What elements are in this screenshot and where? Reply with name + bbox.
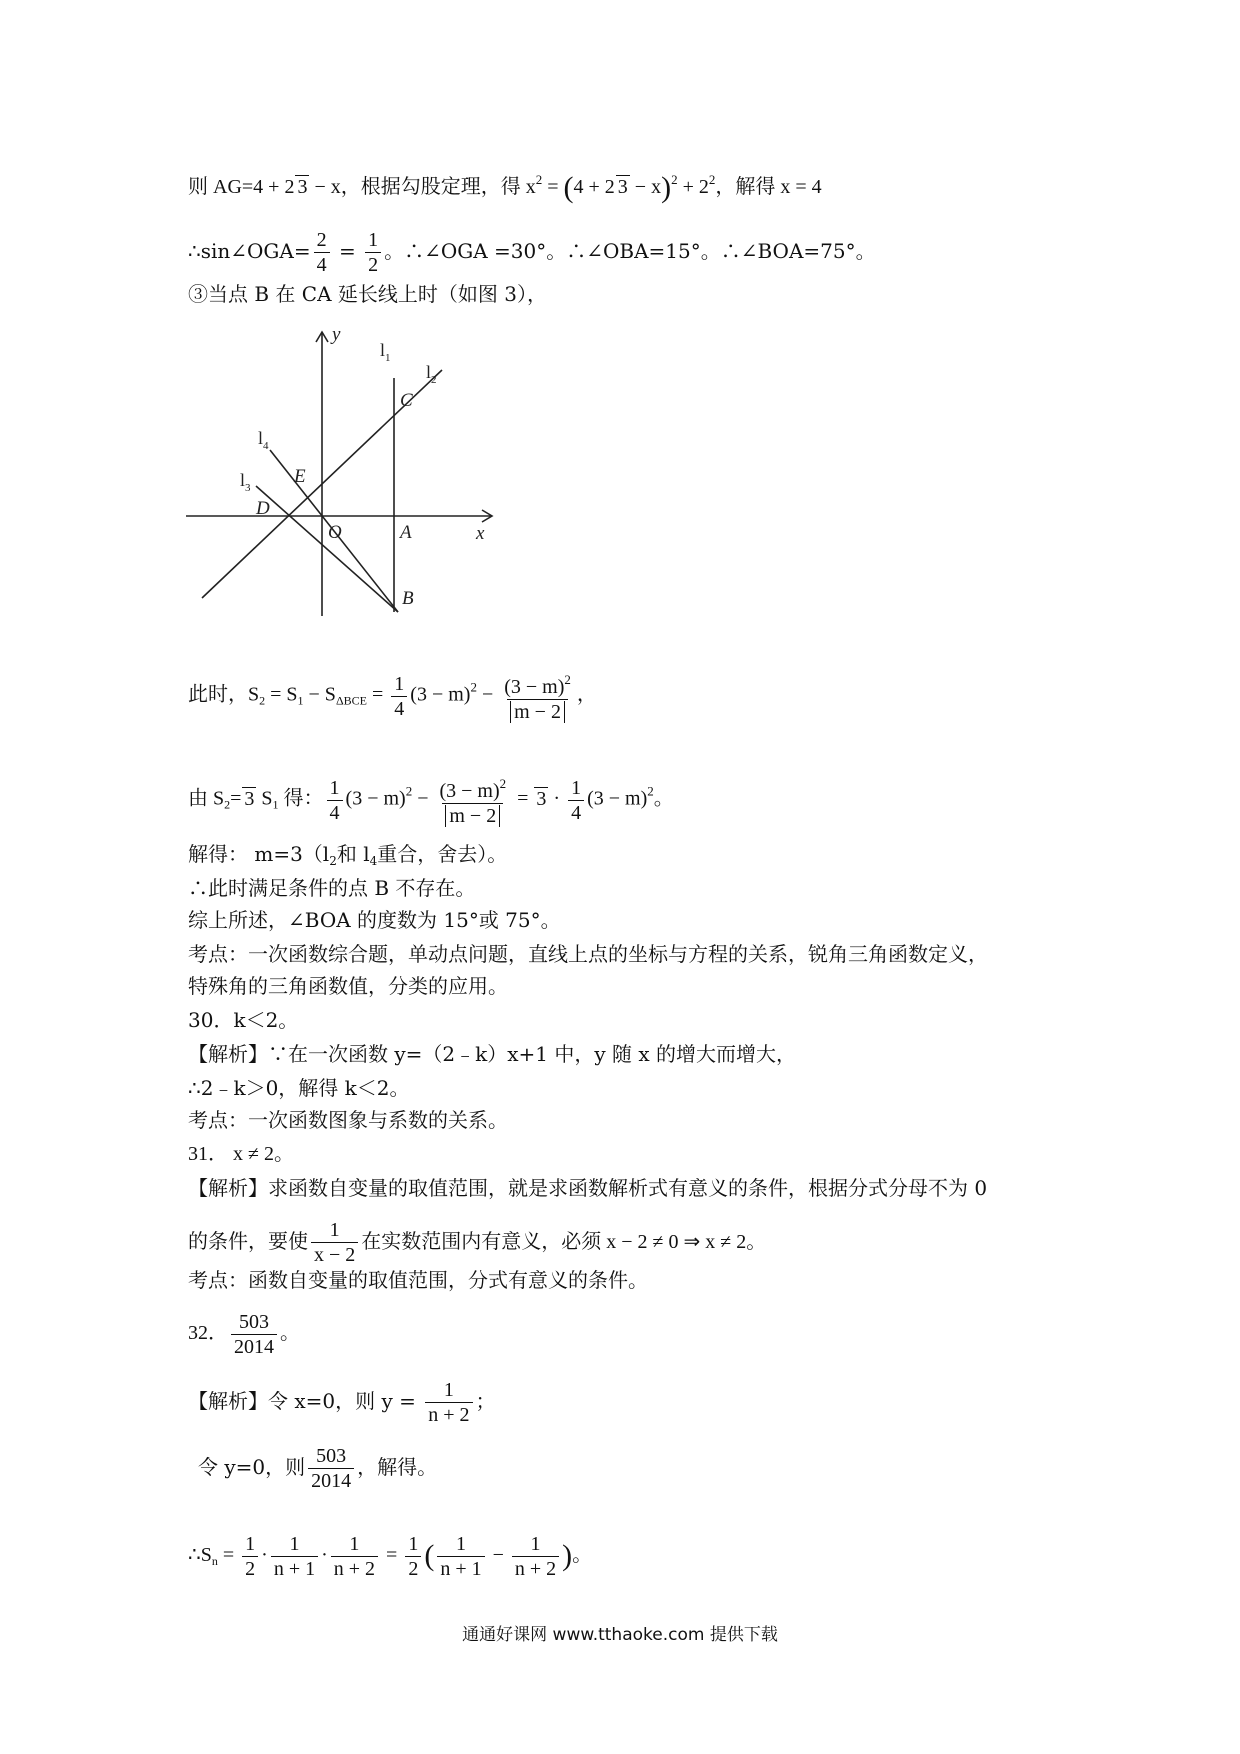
exponent: 2 bbox=[470, 679, 477, 695]
text: − bbox=[487, 1544, 509, 1567]
exponent: 2 bbox=[405, 783, 413, 799]
text: = bbox=[367, 683, 389, 706]
line-l2-label: $l_2$ bbox=[426, 362, 437, 386]
denominator: 4 bbox=[327, 800, 343, 825]
q30-analysis: 【解析】∵在一次函数 y=（2﹣k）x+1 中，y 随 x 的增大而增大， bbox=[188, 1042, 797, 1066]
text: (3 − m) bbox=[410, 683, 471, 706]
denominator: 2 bbox=[365, 252, 381, 277]
q31-answer: 31． x ≠ 2。 bbox=[188, 1143, 294, 1165]
point-o-label: O bbox=[328, 522, 342, 543]
page-footer: 通通好课网 www.tthaoke.com 提供下载 bbox=[462, 1625, 778, 1645]
text: (3 − m) bbox=[587, 787, 648, 810]
x-axis-label: x bbox=[476, 523, 485, 544]
point-d-label: D bbox=[256, 498, 270, 519]
sqrt: 3 bbox=[536, 787, 547, 810]
fraction bbox=[308, 1444, 354, 1493]
denominator: x − 2 bbox=[311, 1242, 358, 1267]
exponent: 2 bbox=[708, 172, 716, 187]
numerator: 503 bbox=[316, 1445, 347, 1467]
fraction bbox=[242, 1532, 258, 1581]
exponent: 2 bbox=[647, 783, 654, 799]
denominator: n + 1 bbox=[271, 1556, 318, 1581]
fraction bbox=[436, 772, 509, 828]
denominator: n + 2 bbox=[512, 1556, 559, 1581]
subscript: 1 bbox=[272, 797, 279, 812]
text: = bbox=[542, 176, 564, 198]
numerator: 1 bbox=[571, 776, 582, 799]
exponent: 2 bbox=[535, 172, 543, 187]
denominator: 2014 bbox=[231, 1334, 277, 1359]
formula-line-condition bbox=[188, 772, 674, 828]
text: 和 l bbox=[336, 842, 370, 866]
text: · bbox=[548, 787, 566, 810]
fraction bbox=[365, 228, 381, 277]
figure-3-coordinate-graph bbox=[186, 326, 506, 626]
fraction bbox=[314, 228, 330, 277]
point-a-label: A bbox=[400, 522, 412, 543]
line-l4-label: $l_4$ bbox=[258, 428, 269, 452]
fraction bbox=[405, 1532, 421, 1581]
fraction bbox=[568, 776, 584, 825]
numerator: 1 bbox=[349, 1533, 360, 1555]
formula-line-ag bbox=[188, 166, 822, 202]
denominator: 2014 bbox=[308, 1468, 354, 1493]
y-axis-label: y bbox=[332, 326, 341, 345]
solution-line bbox=[188, 840, 507, 875]
text: − bbox=[412, 787, 434, 810]
conclusion-line: ∴此时满足条件的点 B 不存在。 bbox=[188, 876, 476, 900]
subscript: 2 bbox=[329, 854, 337, 868]
sqrt: 3 bbox=[617, 176, 628, 198]
fraction bbox=[311, 1218, 358, 1267]
formula-line-s2 bbox=[188, 668, 597, 724]
sqrt: 3 bbox=[244, 787, 255, 810]
text: ∴S bbox=[188, 1544, 212, 1567]
numerator: 1 bbox=[245, 1533, 256, 1555]
subscript: ΔBCE bbox=[335, 693, 367, 708]
denominator: m − 2 bbox=[442, 803, 503, 828]
numerator: 1 bbox=[368, 229, 379, 251]
line-l3 bbox=[256, 486, 398, 612]
fraction bbox=[391, 672, 407, 721]
q31-analysis: 【解析】求函数自变量的取值范围，就是求函数解析式有意义的条件，根据分式分母不为 0 bbox=[188, 1176, 988, 1200]
subscript: 1 bbox=[297, 693, 304, 708]
paren: ) bbox=[562, 1539, 573, 1573]
text: 。∴∠OGA =30°。∴∠OBA=15°。∴∠BOA=75°。 bbox=[384, 239, 876, 263]
fraction bbox=[231, 1310, 277, 1359]
q31-key-points: 考点：函数自变量的取值范围，分式有意义的条件。 bbox=[188, 1268, 648, 1292]
text: (3 − m) bbox=[345, 787, 406, 810]
point-e-label: E bbox=[294, 466, 306, 487]
point-c-label: C bbox=[400, 390, 413, 411]
fraction bbox=[437, 1532, 484, 1581]
text: 。 bbox=[572, 1544, 593, 1567]
numerator: 1 bbox=[530, 1533, 541, 1555]
text: + 2 bbox=[677, 176, 709, 198]
denominator: 4 bbox=[314, 252, 330, 277]
text: · bbox=[321, 1544, 328, 1567]
case-3-heading: ③当点 B 在 CA 延长线上时（如图 3）， bbox=[188, 282, 547, 306]
denominator: m − 2 bbox=[507, 699, 568, 724]
q30-solution: ∴2﹣k＞0，解得 k＜2。 bbox=[188, 1076, 410, 1100]
q31-condition-line bbox=[188, 1218, 766, 1267]
text: = S bbox=[265, 683, 298, 706]
text: = bbox=[381, 1544, 403, 1567]
fraction bbox=[512, 1532, 559, 1581]
numerator: $(3 - m)^2$ bbox=[439, 776, 507, 802]
subscript: n bbox=[211, 1554, 218, 1569]
formula-line-sin bbox=[188, 228, 876, 277]
denominator: n + 2 bbox=[331, 1556, 378, 1581]
denominator: n + 2 bbox=[425, 1402, 472, 1427]
text: 32． bbox=[188, 1322, 228, 1345]
text: 令 y=0，则 bbox=[198, 1455, 306, 1479]
text: − S bbox=[303, 683, 336, 706]
text: 由 S bbox=[188, 787, 225, 810]
text: ， bbox=[576, 683, 597, 706]
numerator: $(3 - m)^2$ bbox=[504, 672, 571, 698]
numerator: 1 bbox=[329, 776, 340, 799]
paren: ( bbox=[563, 171, 574, 204]
q32-sn-formula bbox=[188, 1532, 592, 1581]
subscript: 2 bbox=[224, 797, 231, 812]
numerator: 1 bbox=[455, 1533, 466, 1555]
text: 的条件，要使 bbox=[188, 1229, 308, 1253]
text: = bbox=[217, 1544, 240, 1567]
q32-analysis-line-2 bbox=[198, 1444, 437, 1493]
text: = bbox=[230, 787, 242, 810]
numerator: 1 bbox=[329, 1219, 340, 1241]
text: = bbox=[332, 239, 363, 263]
key-points-line-2: 特殊角的三角函数值，分类的应用。 bbox=[188, 974, 508, 998]
summary-line: 综上所述，∠BOA 的度数为 15°或 75°。 bbox=[188, 908, 561, 932]
q30-key-points: 考点：一次函数图象与系数的关系。 bbox=[188, 1108, 508, 1132]
fraction bbox=[501, 668, 574, 724]
fraction bbox=[327, 776, 343, 825]
line-l1-label: $l_1$ bbox=[380, 340, 391, 364]
q32-answer bbox=[188, 1310, 300, 1359]
fraction bbox=[425, 1378, 472, 1427]
q32-analysis-line-1 bbox=[188, 1378, 496, 1427]
text: − bbox=[476, 683, 499, 706]
denominator: 2 bbox=[405, 1556, 421, 1581]
text: S bbox=[256, 787, 273, 810]
text: 得： bbox=[278, 787, 324, 810]
denominator: 4 bbox=[391, 696, 407, 721]
text: ∴sin∠OGA= bbox=[188, 239, 311, 263]
numerator: 1 bbox=[289, 1533, 300, 1555]
fraction bbox=[331, 1532, 378, 1581]
subscript: 2 bbox=[259, 693, 266, 708]
numerator: 2 bbox=[316, 229, 327, 251]
fraction bbox=[271, 1532, 318, 1581]
text: ，解得。 bbox=[357, 1455, 438, 1479]
numerator: 1 bbox=[408, 1533, 419, 1555]
numerator: 1 bbox=[443, 1379, 454, 1401]
q30-answer: 30．k＜2。 bbox=[188, 1008, 299, 1032]
text: 。 bbox=[280, 1322, 300, 1345]
numerator: 1 bbox=[394, 672, 405, 695]
text: ，解得 x = 4 bbox=[715, 176, 822, 198]
text: 解得： m=3（l bbox=[188, 842, 330, 866]
numerator: 503 bbox=[239, 1311, 269, 1333]
text: 【解析】令 x=0，则 y = bbox=[188, 1389, 423, 1413]
paren: ) bbox=[661, 171, 672, 204]
text: 4 + 2 bbox=[573, 176, 615, 198]
subscript: 4 bbox=[369, 854, 378, 868]
denominator: n + 1 bbox=[437, 1556, 484, 1581]
line-l3-label: $l_3$ bbox=[240, 470, 251, 494]
point-b-label: B bbox=[402, 588, 414, 609]
exponent: 2 bbox=[671, 172, 678, 187]
sqrt: 3 bbox=[297, 176, 308, 198]
text: · bbox=[261, 1544, 268, 1567]
text: = bbox=[512, 787, 534, 810]
paren: ( bbox=[424, 1539, 435, 1573]
text: 重合，舍去）。 bbox=[377, 842, 508, 866]
text: 则 AG=4 + 2 bbox=[188, 176, 295, 198]
text: − x，根据勾股定理，得 x bbox=[309, 176, 536, 198]
text: − x bbox=[629, 176, 662, 198]
key-points-line: 考点：一次函数综合题，单动点问题，直线上点的坐标与方程的关系，锐角三角函数定义， bbox=[188, 942, 988, 966]
text: 此时，S bbox=[188, 683, 260, 706]
text: ； bbox=[475, 1389, 496, 1413]
text: 。 bbox=[653, 787, 674, 810]
denominator: 2 bbox=[242, 1556, 258, 1581]
denominator: 4 bbox=[568, 800, 584, 825]
text: 在实数范围内有意义，必须 x − 2 ≠ 0 ⇒ x ≠ 2。 bbox=[361, 1231, 767, 1253]
